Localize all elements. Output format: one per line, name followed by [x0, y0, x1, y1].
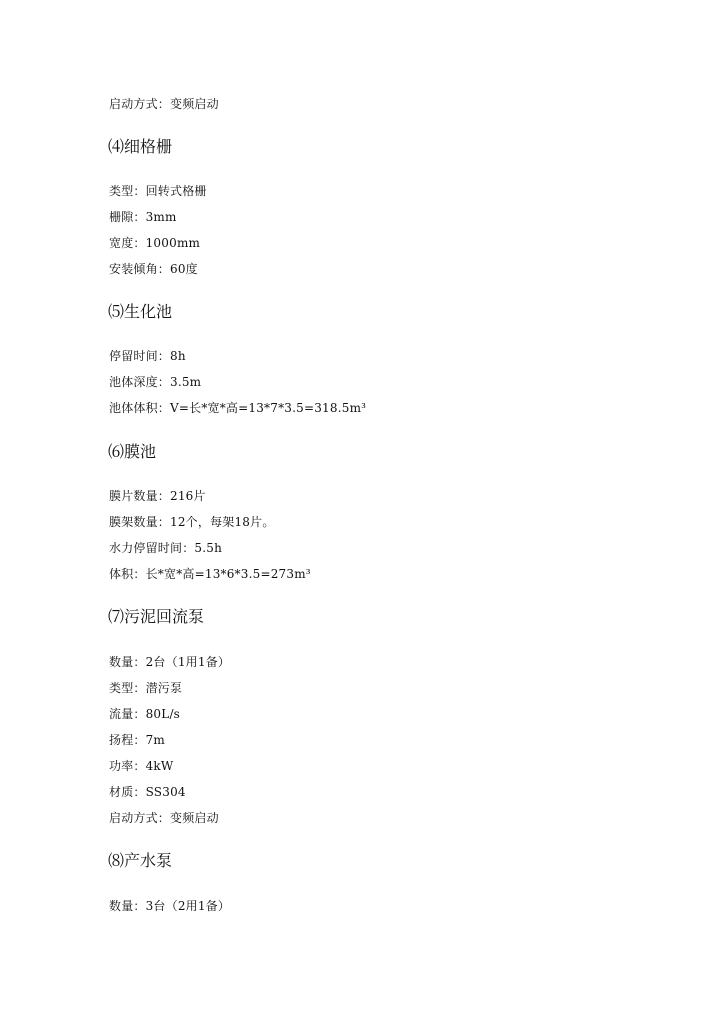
bio-tank-retention-line: 停留时间：8h — [109, 349, 186, 363]
sludge-pump-startup-line: 启动方式：变频启动 — [109, 811, 219, 825]
fine-screen-gap-line: 栅隙：3mm — [109, 210, 177, 224]
sludge-pump-flow-line: 流量：80L/s — [109, 707, 181, 721]
fine-screen-width-line: 宽度：1000mm — [109, 236, 201, 250]
startup-mode-line: 启动方式：变频启动 — [109, 97, 219, 111]
section-heading-fine-screen: ⑷细格栅 — [108, 137, 173, 156]
section-heading-bio-tank: ⑸生化池 — [108, 302, 173, 321]
section-heading-sludge-return-pump: ⑺污泥回流泵 — [108, 607, 205, 626]
sludge-pump-material-line: 材质：SS304 — [109, 785, 186, 799]
product-pump-quantity-line: 数量：3台（2用1备） — [109, 899, 231, 913]
membrane-volume-line: 体积：长*宽*高=13*6*3.5=273m³ — [109, 567, 311, 581]
bio-tank-volume-line: 池体体积：V=长*宽*高=13*7*3.5=318.5m³ — [109, 401, 367, 415]
sludge-pump-type-line: 类型：潜污泵 — [109, 681, 183, 695]
fine-screen-type-line: 类型：回转式格栅 — [109, 184, 207, 198]
membrane-rack-count-line: 膜架数量：12个，每架18片。 — [109, 515, 275, 529]
section-heading-membrane-tank: ⑹膜池 — [108, 442, 157, 461]
sludge-pump-quantity-line: 数量：2台（1用1备） — [109, 655, 231, 669]
membrane-sheet-count-line: 膜片数量：216片 — [109, 489, 206, 503]
bio-tank-depth-line: 池体深度：3.5m — [109, 375, 202, 389]
membrane-hrt-line: 水力停留时间：5.5h — [109, 541, 223, 555]
sludge-pump-power-line: 功率：4kW — [109, 759, 174, 773]
sludge-pump-head-line: 扬程：7m — [109, 733, 166, 747]
section-heading-product-water-pump: ⑻产水泵 — [108, 851, 173, 870]
fine-screen-angle-line: 安装倾角：60度 — [109, 262, 198, 276]
